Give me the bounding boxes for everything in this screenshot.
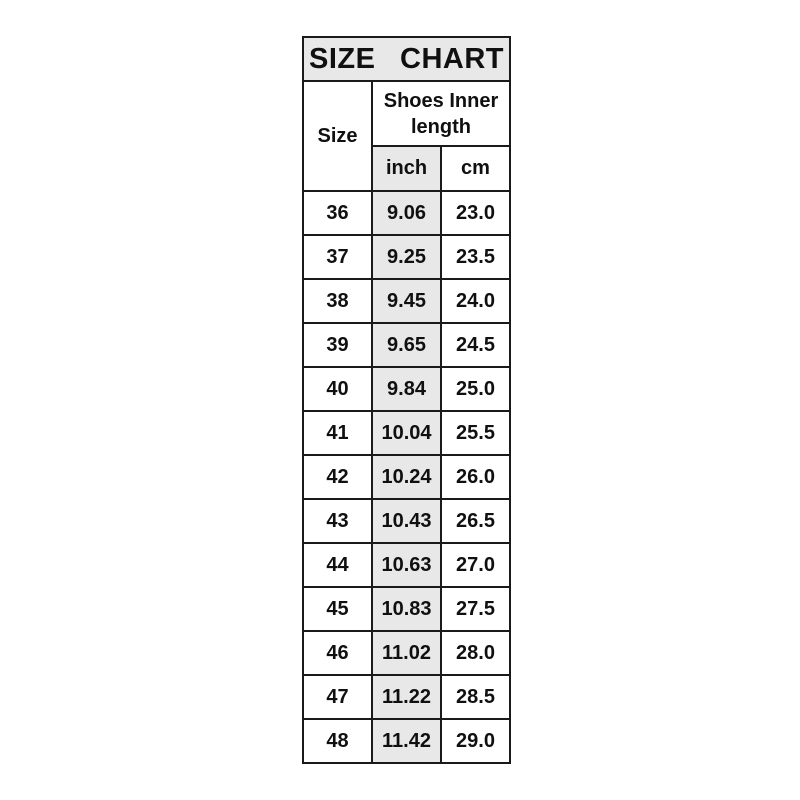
inch-value-cell: 10.04: [372, 411, 441, 455]
table-row: [303, 455, 510, 499]
size-chart-table: [302, 36, 511, 764]
cm-unit-header: cm: [441, 146, 510, 191]
inch-unit-header: inch: [372, 146, 441, 191]
inch-value-cell: 9.06: [372, 191, 441, 235]
inch-value-cell: 10.83: [372, 587, 441, 631]
inch-value-cell: 9.45: [372, 279, 441, 323]
table-row: [303, 235, 510, 279]
cm-value-cell: 28.5: [441, 675, 510, 719]
size-cell: 36: [303, 191, 372, 235]
inch-value-cell: 9.25: [372, 235, 441, 279]
table-row: [303, 543, 510, 587]
size-cell: 41: [303, 411, 372, 455]
cm-value-cell: 23.5: [441, 235, 510, 279]
title-row: [303, 37, 510, 81]
table-row: [303, 587, 510, 631]
inch-value-cell: 11.22: [372, 675, 441, 719]
inch-value-cell: 11.42: [372, 719, 441, 763]
cm-value-cell: 26.0: [441, 455, 510, 499]
size-cell: 39: [303, 323, 372, 367]
table-row: [303, 719, 510, 763]
size-cell: 47: [303, 675, 372, 719]
table-row: [303, 323, 510, 367]
cm-value-cell: 24.0: [441, 279, 510, 323]
cm-value-cell: 28.0: [441, 631, 510, 675]
table-row: [303, 411, 510, 455]
cm-value-cell: 24.5: [441, 323, 510, 367]
inch-value-cell: 11.02: [372, 631, 441, 675]
size-cell: 43: [303, 499, 372, 543]
size-cell: 46: [303, 631, 372, 675]
table-row: [303, 499, 510, 543]
table-row: [303, 191, 510, 235]
size-cell: 45: [303, 587, 372, 631]
cm-value-cell: 23.0: [441, 191, 510, 235]
cm-value-cell: 25.5: [441, 411, 510, 455]
table-row: [303, 279, 510, 323]
size-cell: 44: [303, 543, 372, 587]
shoes-inner-length-header: Shoes Inner length: [372, 81, 510, 146]
header-row: [303, 81, 510, 146]
size-table-body: [303, 37, 510, 763]
inch-value-cell: 9.65: [372, 323, 441, 367]
inch-value-cell: 10.24: [372, 455, 441, 499]
table-row: [303, 675, 510, 719]
cm-value-cell: 26.5: [441, 499, 510, 543]
size-chart-title: SIZE CHART: [303, 37, 510, 81]
size-cell: 37: [303, 235, 372, 279]
cm-value-cell: 27.0: [441, 543, 510, 587]
table-row: [303, 367, 510, 411]
size-cell: 40: [303, 367, 372, 411]
inch-value-cell: 10.43: [372, 499, 441, 543]
table-row: [303, 631, 510, 675]
inch-value-cell: 9.84: [372, 367, 441, 411]
size-column-header: Size: [303, 81, 372, 191]
inch-value-cell: 10.63: [372, 543, 441, 587]
size-cell: 48: [303, 719, 372, 763]
size-cell: 42: [303, 455, 372, 499]
cm-value-cell: 27.5: [441, 587, 510, 631]
cm-value-cell: 29.0: [441, 719, 510, 763]
cm-value-cell: 25.0: [441, 367, 510, 411]
size-cell: 38: [303, 279, 372, 323]
